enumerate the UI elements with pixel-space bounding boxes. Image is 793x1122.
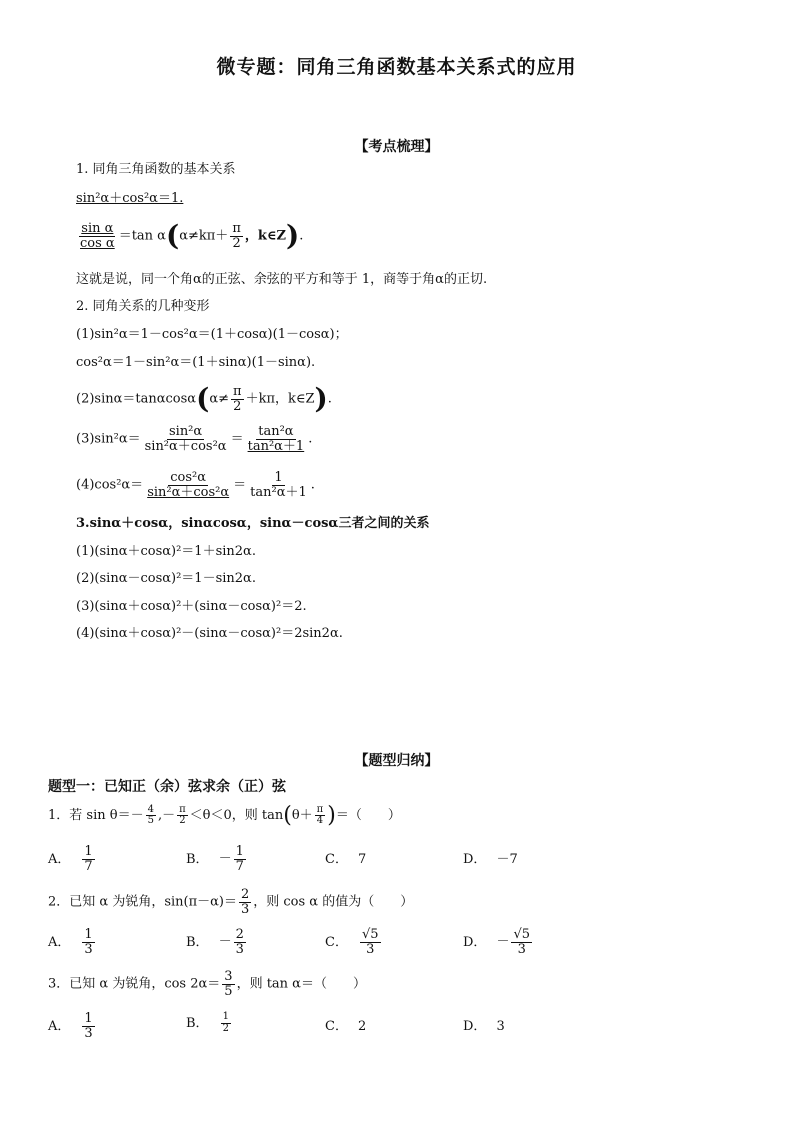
equation-pythagorean: sin²α＋cos²α＝1.	[76, 191, 184, 206]
relation-2: (2)(sinα－cosα)²＝1－sin2α.	[76, 571, 256, 586]
question-1-option-c[interactable]: C． 7	[325, 852, 367, 867]
question-2-option-a[interactable]: A． $\frac{1}{3}$	[48, 927, 93, 957]
question-type-1-title: 题型一：已知正（余）弦求余（正）弦	[48, 779, 286, 795]
variant-4: (4)cos²α＝ $\frac{\text{cos²α}}{\text{sin²α＋cos²α}}$ ＝ $\frac{1}{\text{tan²α＋1}}$ .	[76, 470, 315, 500]
question-1-option-d[interactable]: D． －7	[463, 852, 518, 867]
question-2-option-b[interactable]: B． － $\frac{2}{3}$	[186, 927, 244, 957]
question-2-option-c[interactable]: C． $\frac{√5}{3}$	[325, 927, 379, 957]
relation-4: (4)(sinα＋cosα)²－(sinα－cosα)²＝2sin2α.	[76, 626, 343, 641]
question-2-option-d[interactable]: D． － $\frac{√5}{3}$	[463, 927, 531, 957]
relation-3: (3)(sinα＋cosα)²＋(sinα－cosα)²＝2.	[76, 599, 307, 614]
question-1-option-b[interactable]: B． － $\frac{1}{7}$	[186, 844, 244, 874]
question-3-option-b[interactable]: B． $\frac{1}{2}$	[186, 1011, 229, 1034]
paragraph-explanation: 这就是说，同一个角α的正弦、余弦的平方和等于 1，商等于角α的正切.	[76, 272, 488, 287]
variant-3: (3)sin²α＝ $\frac{\text{sin²α}}{\text{sin²α＋cos²α}}$ ＝ $\frac{\text{tan²α}}{\text{tan²α＋1}}$ .	[76, 424, 313, 454]
section-heading-key-points: 【考点梳理】	[354, 139, 439, 155]
equation-quotient: $\frac{\text{sin α}}{\text{cos α}}$ ＝tan α(α≠kπ＋ $\frac{\pi}{2}$ ，k∈Z).	[80, 218, 304, 252]
paragraph-basic-relation: 1. 同角三角函数的基本关系	[76, 162, 236, 177]
question-1-stem: 1．若 sin θ＝－ $\frac{4}{5}$ ,－ $\frac{\pi}{2}$ ＜θ＜0，则 tan(θ＋ $\frac{\pi}{4}$ )＝（ ）	[48, 803, 401, 828]
variant-1b: cos²α＝1－sin²α＝(1＋sinα)(1－sinα).	[76, 355, 316, 370]
question-3-stem: 3．已知 α 为锐角，cos 2α＝ $\frac{3}{5}$ ，则 tan α＝（ ）	[48, 969, 366, 999]
paragraph-variants-heading: 2. 同角关系的几种变形	[76, 299, 210, 314]
fraction-sin-over-cos: $\frac{\text{sin α}}{\text{cos α}}$	[80, 221, 115, 251]
question-3-option-d[interactable]: D． 3	[463, 1019, 505, 1034]
question-2-stem: 2．已知 α 为锐角，sin(π－α)＝ $\frac{2}{3}$ ，则 cos α 的值为（ ）	[48, 887, 414, 917]
paragraph-relations-heading: 3.sinα＋cosα，sinαcosα，sinα－cosα三者之间的关系	[76, 516, 430, 531]
relation-1: (1)(sinα＋cosα)²＝1＋sin2α.	[76, 544, 256, 559]
question-1-option-a[interactable]: A． $\frac{1}{7}$	[48, 844, 93, 874]
page-title: 微专题：同角三角函数基本关系式的应用	[216, 56, 577, 78]
variant-2: (2)sinα＝tanαcosα(α≠ $\frac{\pi}{2}$ ＋kπ，k∈Z).	[76, 381, 332, 415]
section-heading-question-types: 【题型归纳】	[354, 753, 439, 769]
variant-1: (1)sin²α＝1－cos²α＝(1＋cosα)(1－cosα)；	[76, 327, 348, 342]
question-3-option-a[interactable]: A． $\frac{1}{3}$	[48, 1011, 93, 1041]
question-3-option-c[interactable]: C． 2	[325, 1019, 367, 1034]
